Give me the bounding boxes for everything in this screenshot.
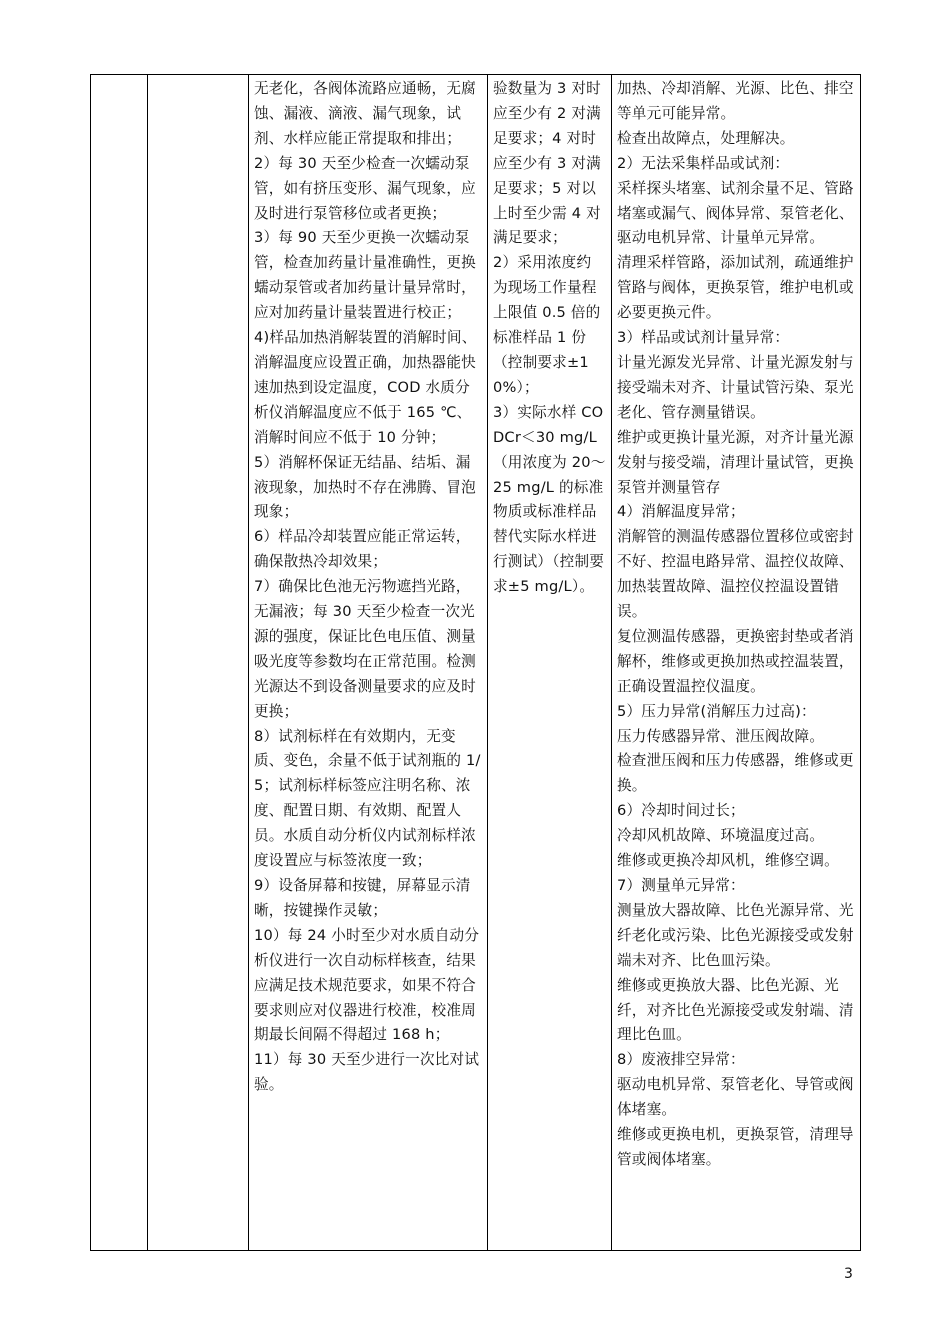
cell-text-col2 bbox=[148, 75, 248, 77]
cell-text-col1 bbox=[91, 75, 147, 77]
comparison-requirements-text: 验数量为 3 对时应至少有 2 对满足要求；4 对时应至少有 3 对满足要求；5 对以上时至少需 4 对满足要求； 2）采用浓度约为现场工作量程上限值 0.5 倍的标准样品 1 份（控制要求±10%）； 3）实际水样 CODCr＜30 mg/L（用浓度为 20～25 mg/L 的标准物质或标准样品替代实际水样进行测试）（控制要求±5 mg/L）。 bbox=[493, 80, 606, 596]
table-row bbox=[91, 75, 861, 1251]
maintenance-table bbox=[90, 74, 861, 1251]
fault-handling-text: 加热、冷却消解、光源、比色、排空等单元可能异常。 检查出故障点，处理解决。 2）无法采集样品或试剂： 采样探头堵塞、试剂余量不足、管路堵塞或漏气、阀体异常、泵管老化、驱动电机异常、计量单元异常。 清理采样管路，添加试剂，疏通维护管路与阀体，更换泵管，维护电机或必要更换元件。 3）样品或试剂计量异常： 计量光源发光异常、计量光源发射与接受端未对齐、计量试管污染、泵光老化、管存测量错误。 维护或更换计量光源，对齐计量光源发射与接受端，清理计量试管，更换泵管并测量管存 4）消解温度异常； 消解管的测温传感器位置移位或密封不好、控温电路异常、温控仪故障、加热装置故障、温控仪控温设置错误。 复位测温传感器，更换密封垫或者消解杯，维修或更换加热或控温装置，正确设置温控仪温度。 5）压力异常(消解压力过高)： 压力传感器异常、泄压阀故障。 检查泄压阀和压力传感器，维修或更换。 6）冷却时间过长； 冷却风机故障、环境温度过高。 维修或更换冷却风机，维修空调。 7）测量单元异常： 测量放大器故障、比色光源异常、光纤老化或污染、比色光源接受或发射端未对齐、比色皿污染。 维修或更换放大器、比色光源、光纤，对齐比色光源接受或发射端、清理比色皿。 8）废液排空异常： 驱动电机异常、泵管老化、导管或阀体堵塞。 维修或更换电机，更换泵管，清理导管或阀体堵塞。 bbox=[617, 80, 854, 1168]
table-cell-comparison-requirements bbox=[488, 75, 612, 1251]
table-cell-col2 bbox=[148, 75, 249, 1251]
maintenance-requirements-text: 无老化，各阀体流路应通畅，无腐蚀、漏液、滴液、漏气现象，试剂、水样应能正常提取和排出； 2）每 30 天至少检查一次蠕动泵管，如有挤压变形、漏气现象，应及时进行泵管移位或者更换； 3）每 90 天至少更换一次蠕动泵管，检查加药量计量准确性，更换蠕动泵管或者加药量计量异常时，应对加药量计量装置进行校正； 4)样品加热消解装置的消解时间、消解温度应设置正确，加热器能快速加热到设定温度，COD 水质分析仪消解温度应不低于 165 ℃、消解时间应不低于 10 分钟； 5）消解杯保证无结晶、结垢、漏液现象，加热时不存在沸腾、冒泡现象； 6）样品冷却装置应能正常运转，确保散热冷却效果； 7）确保比色池无污物遮挡光路，无漏液；每 30 天至少检查一次光源的强度，保证比色电压值、测量吸光度等参数均在正常范围。检测光源达不到设备测量要求的应及时更换； 8）试剂标样在有效期内，无变质、变色，余量不低于试剂瓶的 1/5；试剂标样标签应注明名称、浓度、配置日期、有效期、配置人员。水质自动分析仪内试剂标样浓度设置应与标签浓度一致； 9）设备屏幕和按键，屏幕显示清晰，按键操作灵敏； 10）每 24 小时至少对水质自动分析仪进行一次自动标样核查，结果应满足技术规范要求，如果不符合要求则应对仪器进行校准，校准周期最长间隔不得超过 168 h； 11）每 30 天至少进行一次比对试验。 bbox=[254, 80, 481, 1094]
table-cell-fault-handling bbox=[612, 75, 861, 1251]
table-cell-col1 bbox=[91, 75, 148, 1251]
table-cell-maintenance-requirements bbox=[249, 75, 488, 1251]
page-number: 3 bbox=[844, 1266, 853, 1282]
